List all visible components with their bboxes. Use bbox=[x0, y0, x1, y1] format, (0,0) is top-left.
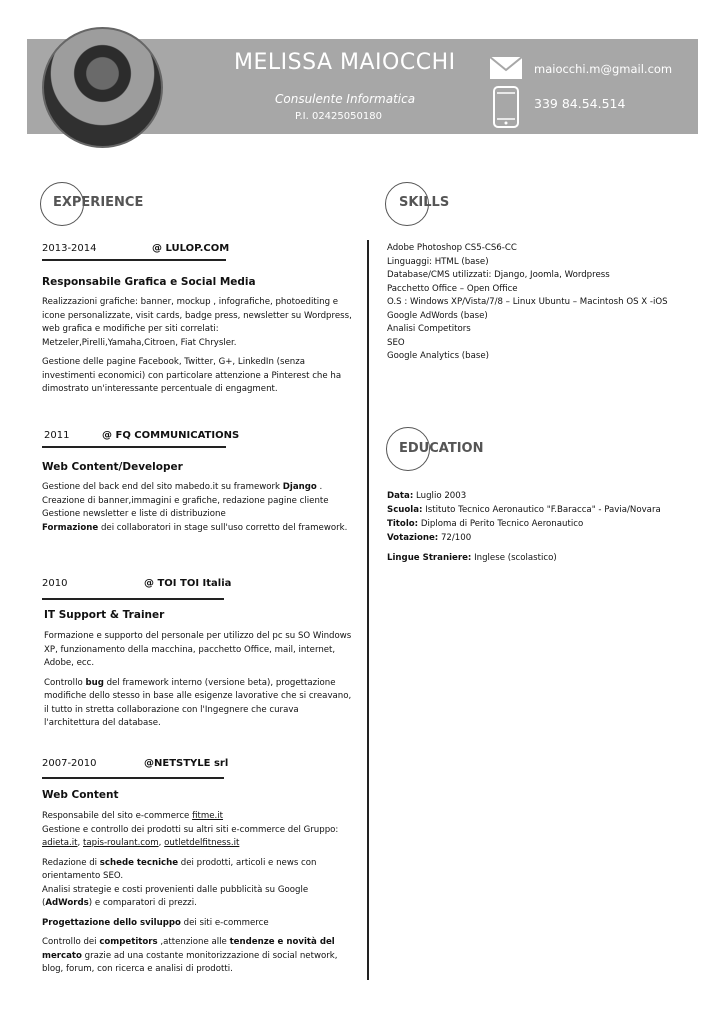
job-underline bbox=[42, 446, 226, 448]
label: Data: bbox=[387, 491, 414, 501]
phone-icon bbox=[493, 86, 519, 128]
fitme-link[interactable]: fitme.it bbox=[192, 811, 224, 821]
job-date: 2010 bbox=[42, 578, 68, 589]
job-date: 2011 bbox=[44, 430, 70, 441]
label: Lingue Straniere: bbox=[387, 553, 472, 563]
job-paragraph: Formazione e supporto del personale per utilizzo del pc su SO Windows XP, funzionamento della macchina, pacchetto Office, mail, internet, Adobe, ecc. bbox=[44, 631, 352, 668]
text-run: ,attenzione alle bbox=[157, 937, 230, 947]
phone-number[interactable]: 339 84.54.514 bbox=[534, 96, 626, 111]
email-address[interactable]: maiocchi.m@gmail.com bbox=[534, 62, 673, 76]
education-heading: EDUCATION bbox=[399, 441, 484, 456]
text-run-bold: schede tecniche bbox=[99, 857, 179, 868]
job-paragraph: Realizzazioni grafiche: banner, mockup , infografiche, photoediting e icone personalizzate, visit cards, badge press, newsletter su Wordpress, web grafica e modifiche per siti correlati: Metzeler,Pirelli,Yamaha,Citroen, Fiat Chrysler. bbox=[42, 297, 352, 348]
text-run: Redazione di bbox=[42, 857, 100, 868]
job-title: Web Content/Developer bbox=[42, 461, 183, 473]
person-role: Consulente Informatica bbox=[275, 92, 416, 106]
job-date: 2013-2014 bbox=[42, 243, 97, 254]
job-company: @ LULOP.COM bbox=[152, 243, 230, 254]
profile-photo bbox=[42, 27, 163, 148]
experience-heading: EXPERIENCE bbox=[53, 195, 144, 210]
skill-item: O.S : Windows XP/Vista/7/8 – Linux Ubuntu – Macintosh OS X -iOS bbox=[387, 297, 668, 307]
label: Votazione: bbox=[387, 533, 439, 543]
text-run: Controllo dei bbox=[42, 937, 100, 947]
skill-item: Analisi Competitors bbox=[387, 324, 471, 334]
text-run: Analisi strategie e costi provenienti dalle pubblicità su Google ( bbox=[42, 884, 309, 908]
job-description bbox=[42, 296, 354, 397]
job-company: @NETSTYLE srl bbox=[144, 758, 229, 769]
value: Istituto Tecnico Aeronautico "F.Baracca" - Pavia/Novara bbox=[422, 505, 661, 515]
text-run: ) e comparatori di prezzi. bbox=[88, 898, 197, 908]
value: Luglio 2003 bbox=[413, 491, 467, 501]
skill-item: Linguaggi: HTML (base) bbox=[387, 256, 489, 267]
text-run: Gestione del back end del sito mabedo.it su framework bbox=[42, 482, 283, 492]
job-company: @ FQ COMMUNICATIONS bbox=[102, 430, 240, 441]
text-run: dei prodotti, articoli e news con orientamento SEO. bbox=[42, 857, 317, 881]
job-line-text: Gestione e controllo dei prodotti su altri siti e-commerce del Gruppo: bbox=[42, 824, 339, 835]
skill-item: SEO bbox=[387, 337, 405, 348]
text-run-bold: Progettazione dello sviluppo bbox=[42, 917, 181, 928]
text-run: del framework interno (versione beta), progettazione modifiche dello stesso in base alle esigenze lavorative che si creavano, il tutto in stretta collaborazione con l'Ingegnere che curava l'architettura del database. bbox=[44, 677, 352, 728]
job-company: @ TOI TOI Italia bbox=[144, 578, 232, 589]
adieta-link[interactable]: adieta.it bbox=[42, 838, 78, 848]
envelope-icon bbox=[490, 57, 522, 79]
education-title bbox=[387, 519, 583, 529]
skill-item: Google AdWords (base) bbox=[387, 310, 488, 321]
value: 72/100 bbox=[438, 533, 472, 543]
job-underline bbox=[42, 777, 224, 779]
job-title: Responsabile Grafica e Social Media bbox=[42, 276, 256, 288]
value: Diploma di Perito Tecnico Aeronautico bbox=[418, 519, 584, 529]
value: Inglese (scolastico) bbox=[471, 553, 557, 563]
job-description bbox=[42, 481, 354, 535]
text-run: dei siti e-commerce bbox=[180, 917, 269, 928]
person-name: MELISSA MAIOCCHI bbox=[234, 50, 456, 75]
text-run: Controllo bbox=[44, 677, 86, 688]
education-grade bbox=[387, 533, 471, 543]
job-title: IT Support & Trainer bbox=[44, 609, 165, 621]
job-line-text: Creazione di banner,immagini e grafiche, redazione pagine cliente bbox=[42, 495, 329, 506]
job-date: 2007-2010 bbox=[42, 758, 97, 769]
job-description bbox=[44, 630, 356, 731]
skill-item: Database/CMS utilizzati: Django, Joomla, Wordpress bbox=[387, 270, 610, 280]
label: Titolo: bbox=[387, 519, 419, 529]
skill-item: Pacchetto Office – Open Office bbox=[387, 283, 518, 294]
job-underline bbox=[42, 259, 226, 261]
text-run: . bbox=[316, 482, 323, 492]
text-run-bold: Django bbox=[282, 482, 317, 492]
text-run-bold: bug bbox=[85, 677, 104, 688]
job-description: Responsabile del sito e-commerce fitme.it Gestione e controllo dei prodotti su altri siti e-commerce del Gruppo: adieta.it, tapis-roulant.com, outletdelfitness.it Redazione di schede tecniche dei prodotti, articoli e news con orientamento SEO. Analisi strategie e costi provenienti dalle pubblicità su Google (AdWords) e comparatori di prezzi. Progettazione dello sviluppo dei siti e-commerce Controllo dei competitors ,attenzione alle tendenze e novità del mercato grazie ad una costante monitorizzazione di social network, blog, forum, con ricerca e analisi di prodotti. bbox=[42, 810, 354, 977]
text-run-bold: competitors bbox=[99, 937, 158, 947]
vat-number: P.I. 02425050180 bbox=[295, 111, 382, 122]
text-run: dei collaboratori in stage sull'uso corretto del framework. bbox=[98, 522, 348, 533]
job-paragraph: Gestione delle pagine Facebook, Twitter, G+, LinkedIn (senza investimenti economici) con particolare attenzione a Pinterest che ha dimostrato un'interessante percentuale di engagment. bbox=[42, 357, 342, 394]
job-line-text: Gestione newsletter e liste di distribuzione bbox=[42, 509, 226, 519]
job-underline bbox=[42, 598, 224, 600]
education-school bbox=[387, 505, 661, 515]
skills-heading: SKILLS bbox=[399, 195, 450, 210]
text-run-bold: Formazione bbox=[42, 522, 99, 533]
education-languages bbox=[387, 553, 557, 563]
text-run-bold: tendenze e novità del mercato bbox=[42, 937, 335, 961]
tapis-roulant-link[interactable]: tapis-roulant.com bbox=[83, 838, 159, 848]
text-run: grazie ad una costante monitorizzazione di social network, blog, forum, con ricerca e analisi di prodotti. bbox=[42, 950, 338, 974]
education-date bbox=[387, 491, 466, 501]
column-divider bbox=[367, 240, 369, 980]
text-run: Responsabile del sito e-commerce bbox=[42, 811, 193, 821]
skill-item: Adobe Photoshop CS5-CS6-CC bbox=[387, 243, 517, 253]
label: Scuola: bbox=[387, 505, 423, 515]
outletdelfitness-link[interactable]: outletdelfitness.it bbox=[164, 838, 240, 848]
job-title: Web Content bbox=[42, 789, 119, 801]
skill-item: Google Analytics (base) bbox=[387, 351, 489, 361]
text-run-bold: AdWords bbox=[45, 898, 89, 908]
